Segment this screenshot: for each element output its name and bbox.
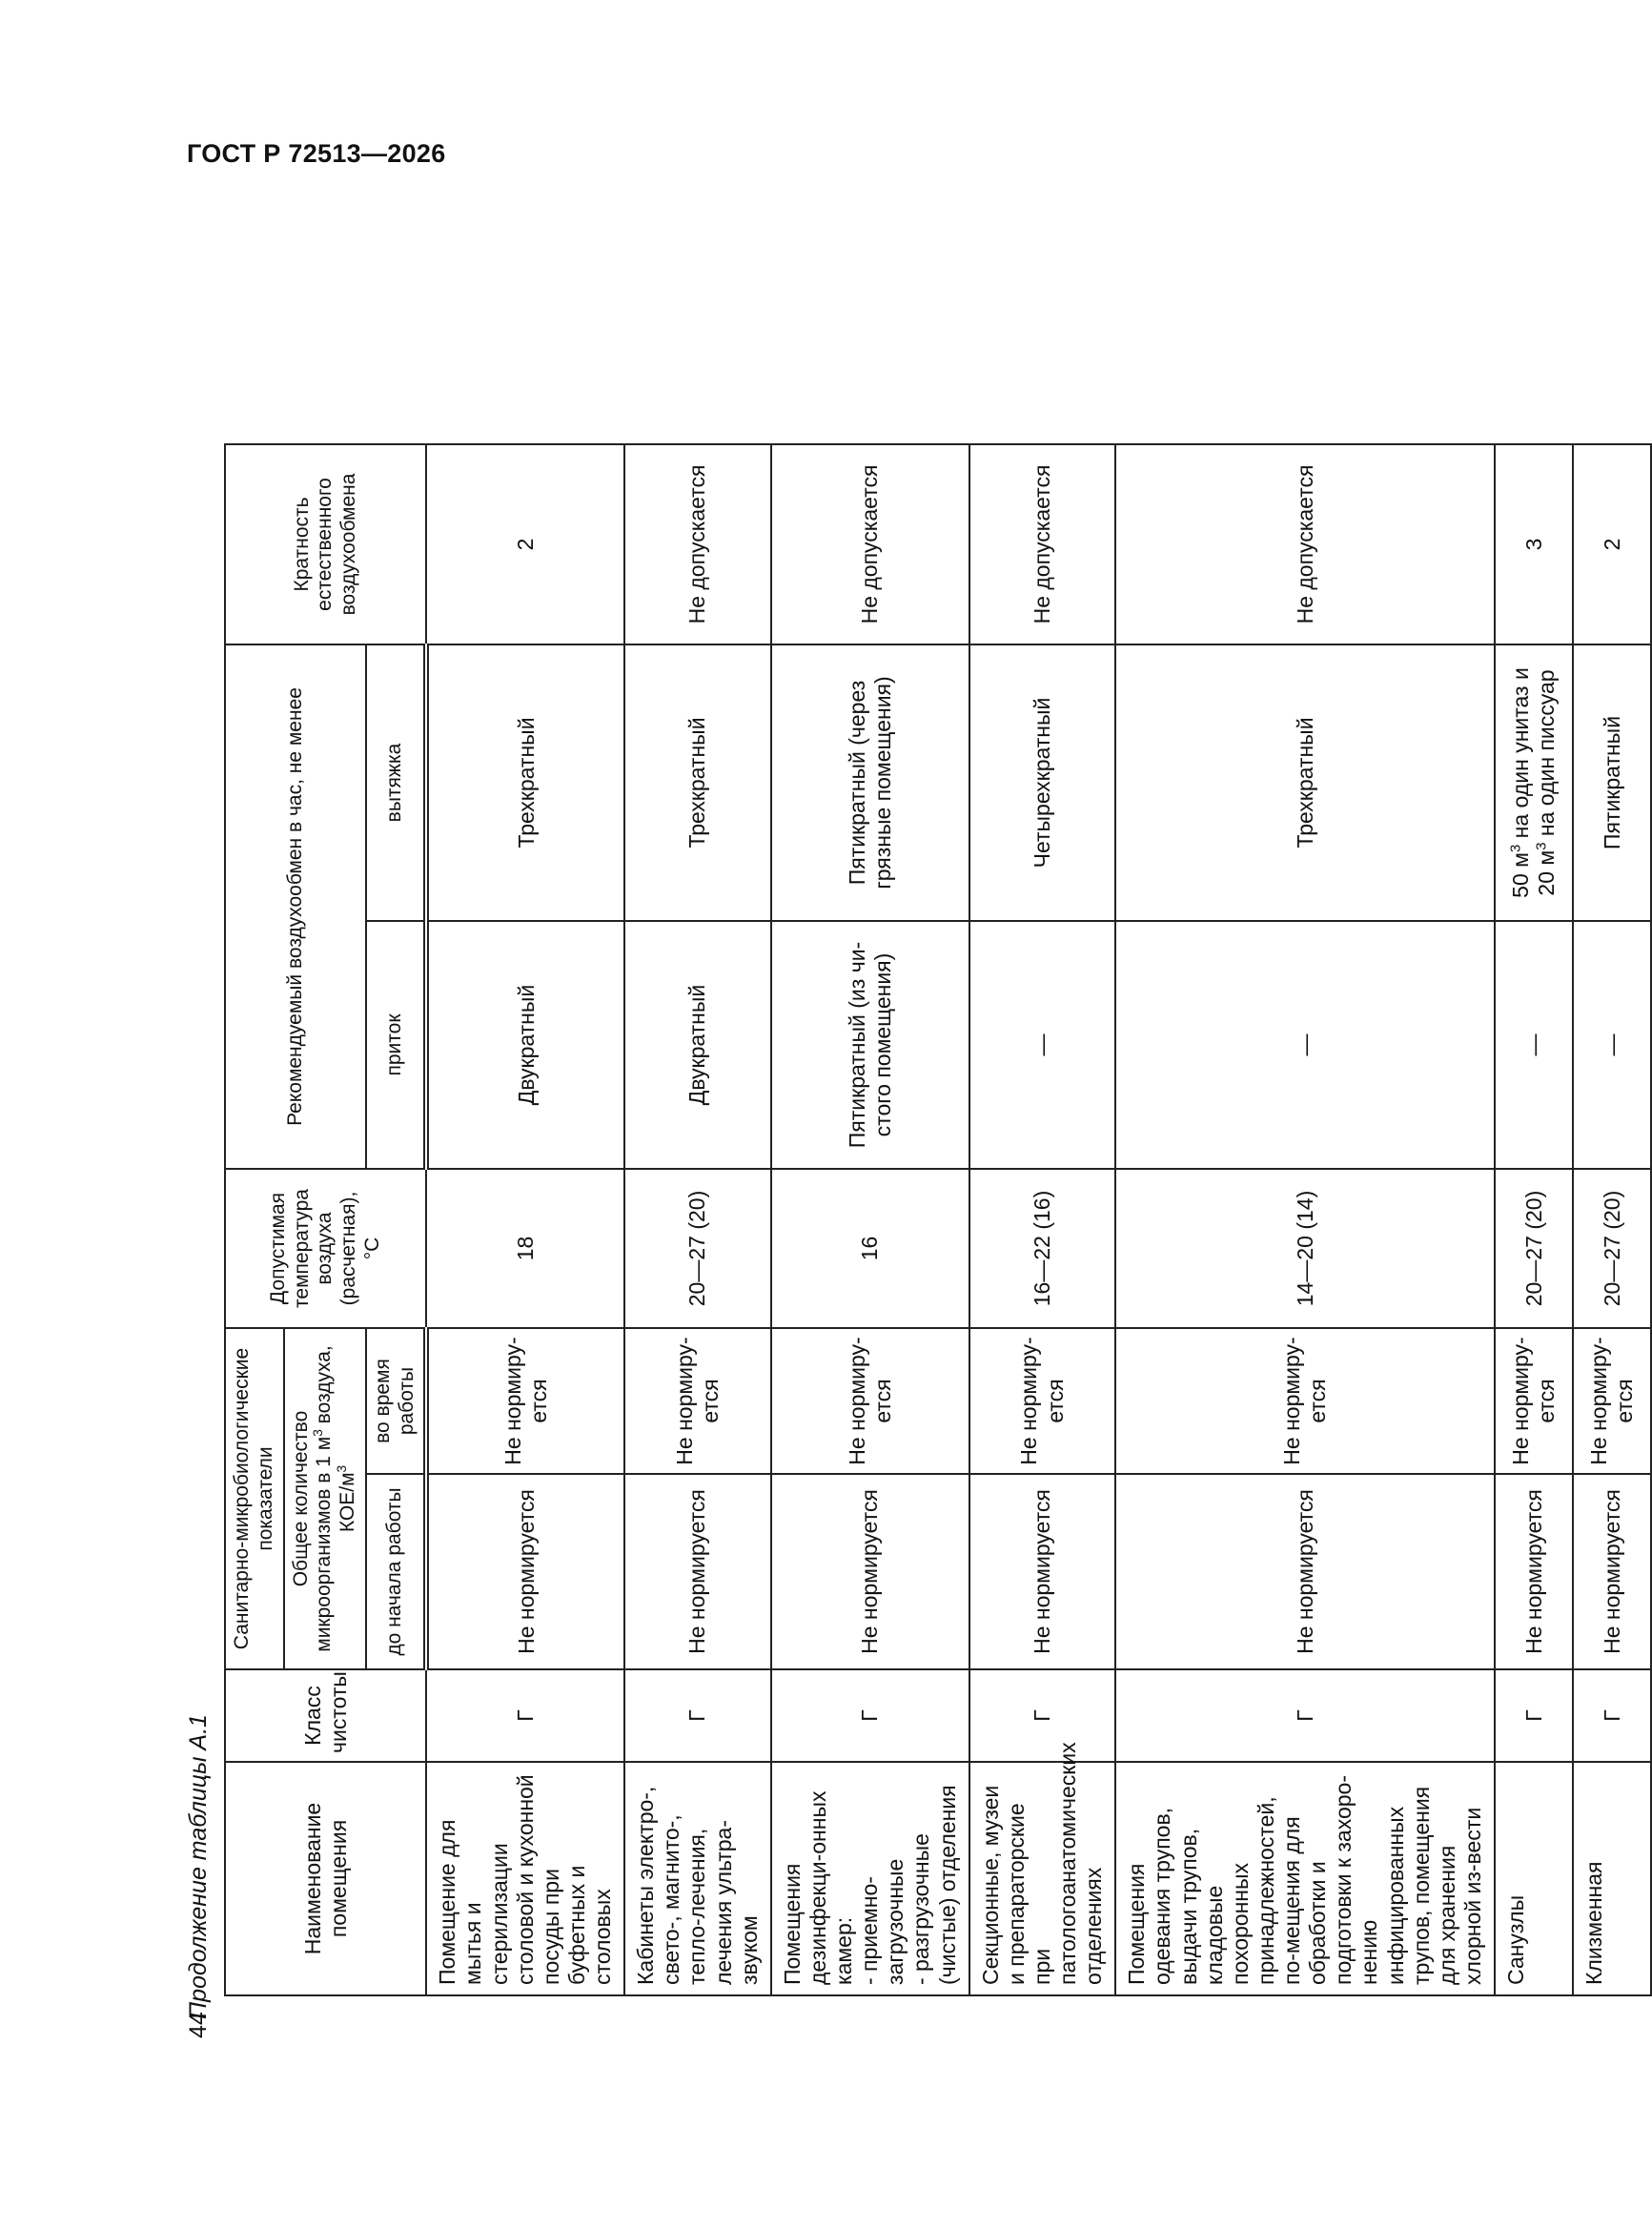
cell-name: Санузлы (1495, 1762, 1573, 1995)
cell-temp: 20—27 (20) (1495, 1169, 1573, 1328)
header-air-exchange: Рекомендуемый воздухообмен в час, не менее (225, 644, 366, 1169)
cell-before: Не нормируется (1573, 1474, 1651, 1669)
cell-before: Не нормируется (426, 1474, 624, 1669)
cell-class: Г (1573, 1669, 1651, 1762)
cell-supply: — (969, 921, 1116, 1169)
cell-during: Не нормиру-ется (969, 1328, 1116, 1474)
cell-exhaust: Пятикратный (1573, 644, 1651, 921)
cell-temp: 16—22 (16) (969, 1169, 1116, 1328)
cell-class: Г (771, 1669, 969, 1762)
cell-class: Г (969, 1669, 1116, 1762)
cell-natural: Не допускается (624, 444, 771, 644)
cell-natural: 3 (1495, 444, 1573, 644)
cell-natural: Не допускается (1115, 444, 1495, 644)
cell-name: Помещения одевания трупов, выдачи трупов, кладовые похоронных принадлежностей, по-мещения для обработки и подготовки к захоро-нению инфицированных трупов, помещения для хранения хлорной из-вести (1115, 1762, 1495, 1995)
cell-before: Не нормируется (624, 1474, 771, 1669)
cell-before: Не нормируется (1115, 1474, 1495, 1669)
header-clean-class: Класс чистоты (225, 1669, 426, 1762)
table-row (1115, 444, 1495, 1995)
rotated-table-container (224, 445, 1638, 1996)
cell-temp: 20—27 (20) (624, 1169, 771, 1328)
header-natural-exchange: Кратность естественного воздухообмена (225, 444, 426, 644)
cell-supply: Пятикратный (из чи-стого помещения) (771, 921, 969, 1169)
cell-exhaust: Трехкратный (426, 644, 624, 921)
cell-supply: Двукратный (426, 921, 624, 1169)
cell-name: Помещение для мытья и стерилизации столовой и кухонной посуды при буфетных и столовых (426, 1762, 624, 1995)
cell-during: Не нормиру-ется (771, 1328, 969, 1474)
cell-before: Не нормируется (969, 1474, 1116, 1669)
table-row (624, 444, 771, 1995)
cell-before: Не нормируется (771, 1474, 969, 1669)
cell-class: Г (1495, 1669, 1573, 1762)
air-exchange-table (224, 443, 1652, 1996)
table-row (1495, 444, 1573, 1995)
header-during-work: во время работы (366, 1328, 427, 1474)
cell-natural: Не допускается (969, 444, 1116, 644)
header-micro-group: Санитарно-микробиологические показатели (225, 1328, 284, 1669)
cell-supply: — (1115, 921, 1495, 1169)
cell-name: Секционные, музеи и препараторские при патологоанатомических отделениях (969, 1762, 1116, 1995)
cell-natural: Не допускается (771, 444, 969, 644)
cell-supply: Двукратный (624, 921, 771, 1169)
cell-exhaust: Трехкратный (1115, 644, 1495, 921)
cell-class: Г (426, 1669, 624, 1762)
cell-temp: 14—20 (14) (1115, 1169, 1495, 1328)
standard-designation: ГОСТ Р 72513—2026 (187, 139, 446, 168)
cell-class: Г (624, 1669, 771, 1762)
cell-temp: 18 (426, 1169, 624, 1328)
table-caption: Продолжение таблицы А.1 (185, 1714, 212, 2019)
header-exhaust: вытяжка (366, 644, 427, 921)
cell-exhaust: Четырехкратный (969, 644, 1116, 921)
header-temperature: Допустимая температура воздуха (расчетная), °С (225, 1169, 426, 1328)
cell-exhaust: Трехкратный (624, 644, 771, 921)
header-supply: приток (366, 921, 427, 1169)
cell-natural: 2 (1573, 444, 1651, 644)
table-row (771, 444, 969, 1995)
header-before-work: до начала работы (366, 1474, 427, 1669)
cell-temp: 16 (771, 1169, 969, 1328)
cell-supply: — (1495, 921, 1573, 1169)
table-row (426, 444, 624, 1995)
cell-natural: 2 (426, 444, 624, 644)
page-number: 44 (185, 2012, 212, 2038)
cell-during: Не нормиру-ется (1573, 1328, 1651, 1474)
cell-during: Не нормиру-ется (1115, 1328, 1495, 1474)
cell-name: Помещения дезинфекци-онных камер: - приемно-загрузочные - разгрузочные (чистые) отделения (771, 1762, 969, 1995)
table-row (1573, 444, 1651, 1995)
cell-name: Кабинеты электро-, свето-, магнито-, тепло-лечения, лечения ультра-звуком (624, 1762, 771, 1995)
cell-exhaust: 50 $м^3$ на один унитаз и 20 $м^3$ на один писсуар (1495, 644, 1573, 921)
cell-exhaust: Пятикратный (через грязные помещения) (771, 644, 969, 921)
header-room-name: Наименование помещения (225, 1762, 426, 1995)
cell-name: Клизменная (1573, 1762, 1651, 1995)
cell-during: Не нормиру-ется (426, 1328, 624, 1474)
cell-class: Г (1115, 1669, 1495, 1762)
cell-during: Не нормиру-ется (1495, 1328, 1573, 1474)
table-row (969, 444, 1116, 1995)
header-micro-total: Общее количество микроорганизмов в 1 $м^3$ воздуха, КОЕ/$м^3$ (284, 1328, 366, 1669)
cell-supply: — (1573, 921, 1651, 1169)
cell-before: Не нормируется (1495, 1474, 1573, 1669)
cell-during: Не нормиру-ется (624, 1328, 771, 1474)
cell-temp: 20—27 (20) (1573, 1169, 1651, 1328)
